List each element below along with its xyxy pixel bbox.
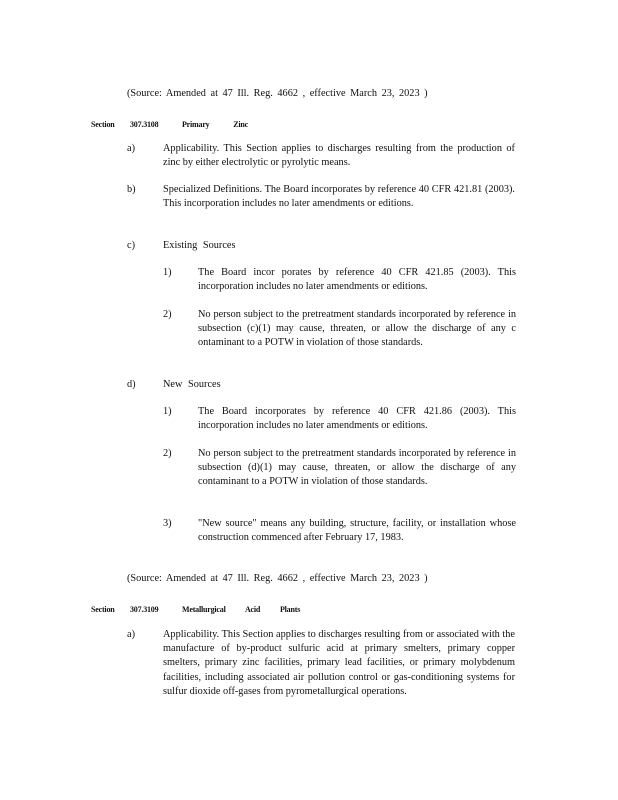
applicability-paragraph: Applicability. This Section applies to discharges resulting from or associated with the manufacture of by-product sulfuric acid at primary smelters, primary copper smelters, primary zinc facilities, primary lead facilities, or primary molybdenum facilities, including associated air pollution control or gas-conditioning systems for sulfur dioxide off-gases from pyrometallurgical operations. [163,629,515,697]
item-label: d) [127,379,136,390]
item-label: 1) [163,406,172,417]
item-label: b) [127,184,136,195]
subsection-heading: New Sources [163,379,221,390]
source-note: (Source: Amended at 47 Ill. Reg. 4662 , effective March 23, 2023 ) [127,88,428,99]
section-number: 307.3108 [130,120,159,129]
applicability-paragraph: Applicability. This Section applies to discharges resulting from the production of zinc by either electrolytic or pyrolytic means. [163,143,515,169]
item-label: 3) [163,518,172,529]
list-item: No person subject to the pretreatment standards incorporated by reference in subsection (c)(1) may cause, threaten, or allow the discharge of any c ontaminant to a POTW in violation of those standards. [198,309,516,349]
section-word: Section [91,120,115,129]
list-item: The Board incor porates by reference 40 CFR 421.85 (2003). This incorporation includes no later amendments or editions. [198,267,516,293]
list-item: The Board incorporates by reference 40 CFR 421.86 (2003). This incorporation includes no later amendments or editions. [198,406,516,432]
item-label: 1) [163,267,172,278]
section-heading-3109 [91,603,301,617]
item-label: 2) [163,448,172,459]
section-number: 307.3109 [130,605,159,614]
subsection-heading: Existing Sources [163,240,236,251]
source-note: (Source: Amended at 47 Ill. Reg. 4662 , effective March 23, 2023 ) [127,573,428,584]
item-label: 2) [163,309,172,320]
item-label: a) [127,629,135,640]
section-name: Metallurgical Acid Plants [182,605,301,614]
section-name: Primary Zinc [182,120,249,129]
item-label: c) [127,240,135,251]
item-label: a) [127,143,135,154]
definitions-paragraph: Specialized Definitions. The Board incorporates by reference 40 CFR 421.81 (2003). This incorporation includes no later amendments or editions. [163,184,515,210]
section-word: Section [91,605,115,614]
list-item: "New source" means any building, structure, facility, or installation whose construction commenced after February 17, 1983. [198,518,516,544]
list-item: No person subject to the pretreatment standards incorporated by reference in subsection (d)(1) may cause, threaten, or allow the discharge of any contaminant to a POTW in violation of those standards. [198,448,516,488]
section-heading-3108 [91,118,249,132]
